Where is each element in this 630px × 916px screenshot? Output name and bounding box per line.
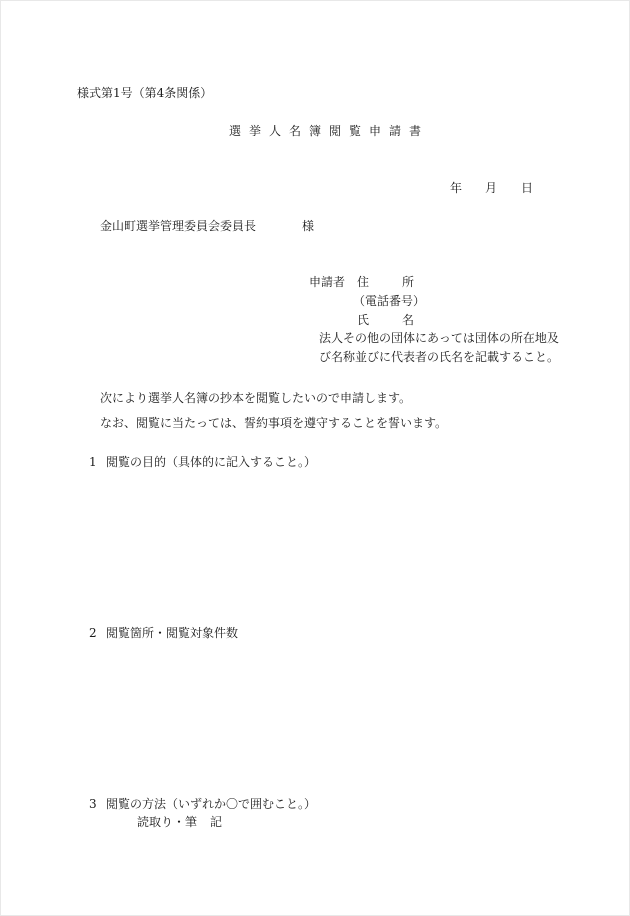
item-3-label: 閲覧の方法（いずれか〇で囲むこと。）: [106, 797, 317, 811]
item-3-number: 3: [89, 797, 97, 811]
addressee-honorific: 様: [302, 219, 315, 233]
applicant-phone: （電話番号）: [353, 294, 426, 308]
title-char: 申: [368, 124, 381, 138]
applicant-name-char-2: 名: [402, 313, 415, 327]
title-char: 挙: [248, 124, 261, 138]
title-char: 名: [288, 124, 301, 138]
title-char: 請: [388, 124, 401, 138]
title-char: 閲: [328, 124, 341, 138]
title-char: 書: [408, 124, 421, 138]
title-char: 簿: [308, 124, 321, 138]
title-char: 選: [228, 124, 241, 138]
method-read-option: 読取り・筆: [137, 815, 198, 829]
method-record-char: 記: [210, 815, 223, 829]
applicant-note-line-1: 法人その他の団体にあっては団体の所在地及: [319, 331, 559, 345]
addressee-name: 金山町選挙管理委員会委員長: [100, 219, 257, 233]
date-day: 日: [521, 181, 534, 195]
applicant-label: 申請者: [309, 275, 346, 289]
title-char: 覧: [348, 124, 361, 138]
item-1-label: 閲覧の目的（具体的に記入すること。）: [106, 455, 317, 469]
applicant-note-line-2: び名称並びに代表者の氏名を記載すること。: [319, 350, 560, 364]
applicant-address-char-2: 所: [402, 275, 415, 289]
title-char: 人: [268, 124, 281, 138]
item-1-number: 1: [89, 455, 97, 469]
date-year: 年: [450, 181, 463, 195]
item-2-number: 2: [89, 626, 97, 640]
applicant-name-char-1: 氏: [357, 313, 370, 327]
date-month: 月: [485, 181, 498, 195]
applicant-address-char-1: 住: [357, 275, 370, 289]
body-line-2: なお、閲覧に当たっては、誓約事項を遵守することを誓います。: [100, 416, 448, 430]
item-2-label: 閲覧箇所・閲覧対象件数: [106, 626, 239, 640]
body-line-1: 次により選挙人名簿の抄本を閲覧したいので申請します。: [100, 391, 412, 405]
form-number: 様式第1号（第4条関係）: [77, 86, 213, 100]
form-title: [225, 125, 425, 137]
